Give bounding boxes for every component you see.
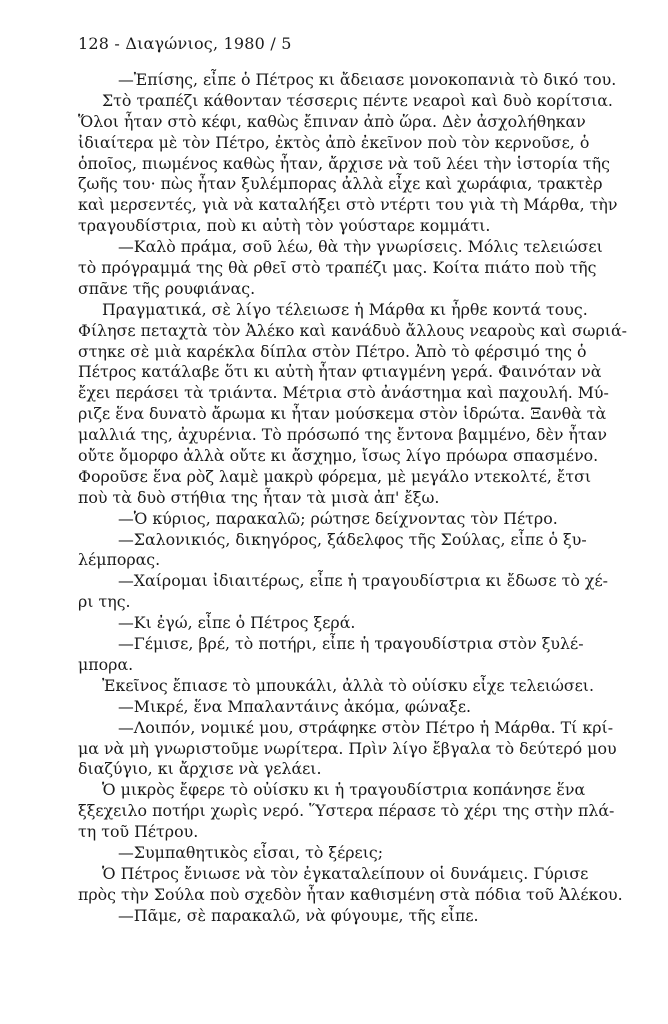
text-line: —Ἐπίσης, εἶπε ὁ Πέτρος κι ἄδειασε μονοκοπανιὰ τὸ δικό του. — [118, 70, 617, 89]
text-line: Στὸ τραπέζι κάθονταν τέσσερις πέντε νεαροὶ καὶ δυὸ κορίτσια. — [102, 90, 613, 110]
text-line: οὔτε ὄμορφο ἀλλὰ οὔτε κι ἄσχημο, ἴσως λίγο πρόωρα σπασμένο. — [78, 446, 599, 466]
text-line: λέμπορας. — [78, 550, 161, 570]
text-line: —Μικρέ, ἕνα Μπαλαντάινς ἀκόμα, φώναξε. — [118, 696, 472, 716]
text-line: Πραγματικά, σὲ λίγο τέλειωσε ἡ Μάρθα κι ἦρθε κοντά τους. — [102, 299, 588, 319]
text-line: —Γέμισε, βρέ, τὸ ποτήρι, εἶπε ἡ τραγουδίστρια στὸν ξυλέ- — [118, 634, 584, 654]
text-line: Φοροῦσε ἕνα ρὸζ λαμὲ μακρὺ φόρεμα, μὲ μεγάλο ντεκολτέ, ἔτσι — [78, 466, 592, 486]
text-line: μπορα. — [78, 654, 134, 674]
text-line: μα νὰ μὴ γνωριστοῦμε νωρίτερα. Πρὶν λίγο ἔβγαλα τὸ δεύτερό μου — [78, 738, 617, 758]
text-line: σπᾶνε τῆς ρουφιάνας. — [78, 278, 256, 298]
text-line: —Κι ἐγώ, εἶπε ὁ Πέτρος ξερά. — [118, 613, 356, 633]
text-line: στηκε σὲ μιὰ καρέκλα δίπλα στὸν Πέτρο. Ἀπὸ τὸ φέρσιμό της ὁ — [78, 341, 587, 361]
text-line: —Συμπαθητικὸς εἶσαι, τὸ ξέρεις; — [118, 842, 384, 862]
text-line: τὸ πρόγραμμά της θὰ ρθεῖ στὸ τραπέζι μας. Κοίτα πιάτο ποὺ τῆς — [78, 258, 597, 278]
text-line: ξξεχειλο ποτήρι χωρὶς νερό. Ὕστερα πέρασε τὸ χέρι της στὴν πλά- — [78, 801, 615, 821]
text-line: διαζύγιο, κι ἄρχισε νὰ γελάει. — [78, 759, 322, 779]
text-line: τη τοῦ Πέτρου. — [78, 822, 199, 842]
text-line: Ὁ μικρὸς ἔφερε τὸ οὐίσκυ κι ἡ τραγουδίστρια κοπάνησε ἕνα — [102, 780, 586, 800]
text-line: —Σαλονικιός, δικηγόρος, ξάδελφος τῆς Σούλας, εἶπε ὁ ξυ- — [118, 529, 587, 549]
text-line: καὶ μερσεντές, γιὰ νὰ καταλήξει στὸ ντέρτι του γιὰ τὴ Μάρθα, τὴν — [78, 195, 618, 215]
text-line: ἰδιαίτερα μὲ τὸν Πέτρο, ἐκτὸς ἀπὸ ἐκεῖνον ποὺ τὸν κερνοῦσε, ὁ — [78, 132, 590, 152]
text-line: Ὅλοι ἦταν στὸ κέφι, καθὼς ἔπιναν ἀπὸ ὥρα. Δὲν ἀσχολήθηκαν — [78, 111, 586, 131]
text-line: —Καλὸ πράμα, σοῦ λέω, θὰ τὴν γνωρίσεις. Μόλις τελειώσει — [118, 237, 603, 257]
text-line: Ὁ Πέτρος ἔνιωσε νὰ τὸν ἐγκαταλείπουν οἱ δυνάμεις. Γύρισε — [102, 863, 589, 883]
text-line: μαλλιά της, ἀχυρένια. Τὸ πρόσωπό της ἔντονα βαμμένο, δὲν ἦταν — [78, 425, 608, 445]
text-line: ἔχει περάσει τὰ τριάντα. Μέτρια στὸ ἀνάστημα καὶ παχουλή. Μύ- — [78, 383, 609, 403]
text-line: ρι της. — [78, 592, 131, 612]
text-line: —Χαίρομαι ἰδιαιτέρως, εἶπε ἡ τραγουδίστρια κι ἔδωσε τὸ χέ- — [118, 571, 608, 591]
text-line: ὁποῖος, πιωμένος καθὼς ἦταν, ἄρχισε νὰ τοῦ λέει τὴν ἱστορία τῆς — [78, 153, 610, 173]
text-line: —Λοιπόν, νομικέ μου, στράφηκε στὸν Πέτρο ἡ Μάρθα. Τί κρί- — [118, 717, 614, 737]
text-line: πρὸς τὴν Σούλα ποὺ σχεδὸν ἦταν καθισμένη στὰ πόδια τοῦ Ἀλέκου. — [78, 884, 623, 904]
text-line: Φίλησε πεταχτὰ τὸν Ἀλέκο καὶ κανάδυὸ ἄλλους νεαροὺς καὶ σωριά- — [78, 320, 627, 340]
text-line: Ἐκεῖνος ἔπιασε τὸ μπουκάλι, ἀλλὰ τὸ οὐίσκυ εἶχε τελειώσει. — [102, 675, 595, 695]
text-line: —Ὁ κύριος, παρακαλῶ; ρώτησε δείχνοντας τὸν Πέτρο. — [118, 508, 558, 528]
text-line: Πέτρος κατάλαβε ὅτι κι αὐτὴ ἦταν φτιαγμένη γερά. Φαινόταν νὰ — [78, 362, 602, 382]
text-line: τραγουδίστρια, ποὺ κι αὐτὴ τὸν γούσταρε κομμάτι. — [78, 216, 491, 236]
running-head: 128 - Διαγώνιος, 1980 / 5 — [78, 34, 292, 53]
text-line: ποὺ τὰ δυὸ στήθια της ἦταν τὰ μισὰ ἀπ' ἔξω. — [78, 487, 440, 507]
text-line: ζωῆς του· πὼς ἦταν ξυλέμπορας ἀλλὰ εἶχε καὶ χωράφια, τρακτὲρ — [78, 174, 603, 194]
text-line: —Πᾶμε, σὲ παρακαλῶ, νὰ φύγουμε, τῆς εἶπε. — [118, 905, 479, 925]
body-text — [78, 70, 627, 927]
text-line: ριζε ἕνα δυνατὸ ἄρωμα κι ἦταν μούσκεμα στὸν ἱδρώτα. Ξανθὰ τὰ — [78, 404, 607, 424]
